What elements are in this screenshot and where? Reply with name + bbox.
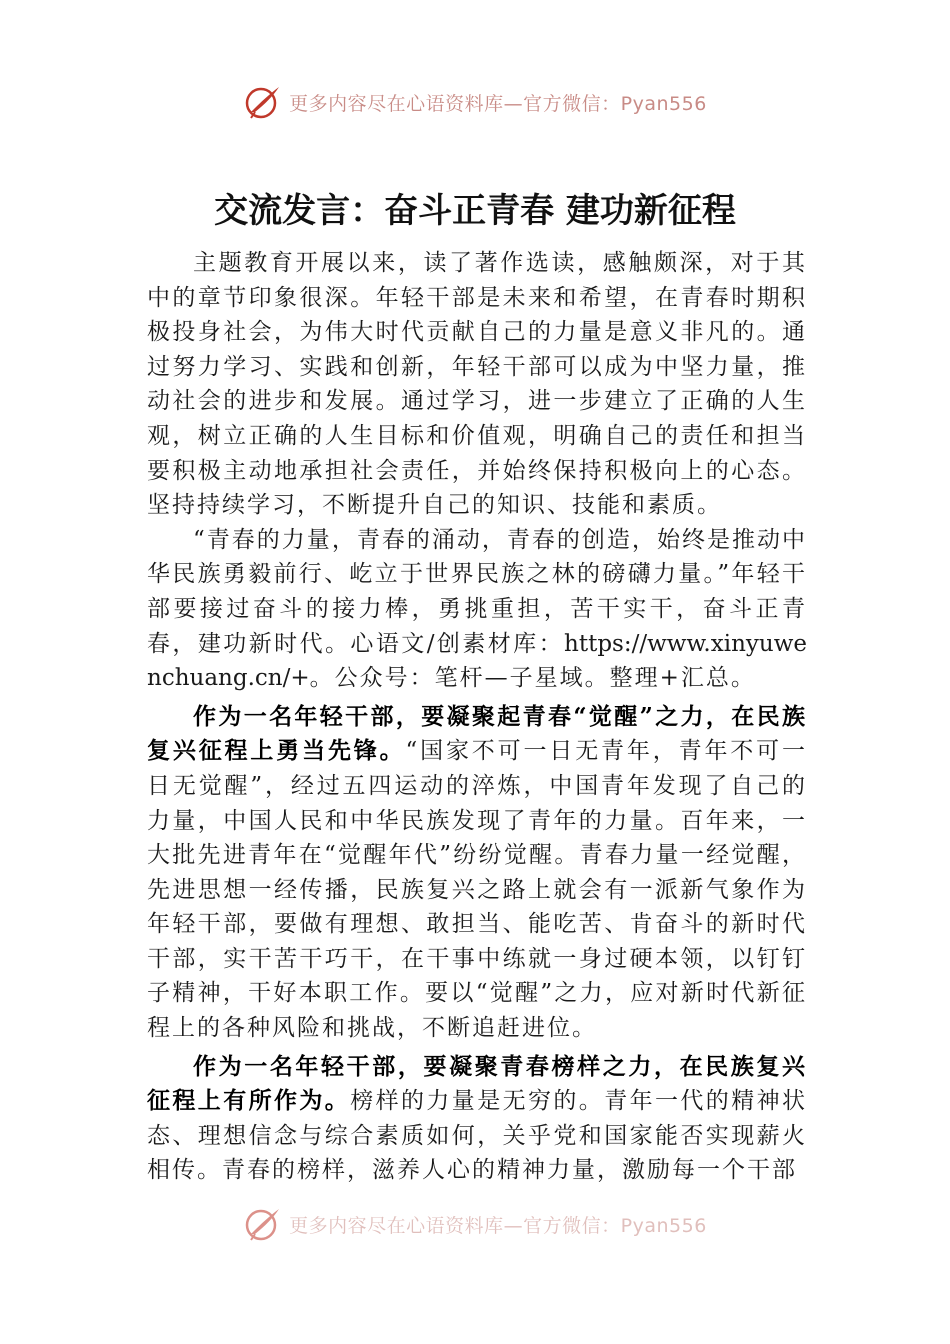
paragraph-1: 主题教育开展以来，读了著作选读，感触颇深，对于其中的章节印象很深。年轻干部是未来和希望，在青春时期积极投身社会，为伟大时代贡献自己的力量是意义非凡的。通过努力学习、实践和创新，年轻干部可以成为中坚力量，推动社会的进步和发展。通过学习，进一步建立了正确的人生观，树立正确的人生目标和价值观，明确自己的责任和担当要积极主动地承担社会责任，并始终保持积极向上的心态。坚持持续学习，不断提升自己的知识、技能和素质。 bbox=[147, 250, 807, 519]
paragraph-2-tail: 。公众号：笔杆—子星域。整理+汇总。 bbox=[309, 665, 756, 692]
paragraph-4-heading: 作为一名年轻干部，要凝聚青春榜样之力，在民族复兴征程上有所作为。 bbox=[147, 1052, 807, 1115]
paragraph-3 bbox=[147, 700, 807, 1046]
page-title: 交流发言：奋斗正青春 建功新征程 bbox=[214, 191, 736, 231]
paragraph-2-text: “青春的力量，青春的涌动，青春的创造，始终是推动中华民族勇毅前行、屹立于世界民族之林的磅礴力量。”年轻干部要接过奋斗的接力棒，勇挑重担，苦干实干，奋斗正青春，建功新时代。心语文/创素材库： bbox=[147, 526, 807, 657]
paragraph-3-text: “国家不可一日无青年，青年不可一日无觉醒”，经过五四运动的淬炼，中国青年发现了自己的力量，中国人民和中华民族发现了青年的力量。百年来，一大批先进青年在“觉醒年代”纷纷觉醒。青春力量一经觉醒，先进思想一经传播，民族复兴之路上就会有一派新气象作为年轻干部，要做有理想、敢担当、能吃苦、肯奋斗的新时代干部，实干苦干巧干，在干事中练就一身过硬本领，以钉钉子精神，干好本职工作。要以“觉醒”之力，应对新时代新征程上的各种风险和挑战，不断追赶进位。 bbox=[147, 738, 807, 1042]
paragraph-3-heading: 作为一名年轻干部，要凝聚起青春“觉醒”之力，在民族复兴征程上勇当先锋。 bbox=[147, 702, 807, 765]
watermark-banner-bottom bbox=[0, 1204, 950, 1244]
watermark-text: 更多内容尽在心语资料库—官方微信：Pyan556 bbox=[289, 92, 707, 115]
watermark-banner-top bbox=[0, 82, 950, 122]
watermark-text: 更多内容尽在心语资料库—官方微信：Pyan556 bbox=[289, 1214, 707, 1237]
paragraph-4-text: 榜样的力量是无穷的。青年一代的精神状态、理想信念与综合素质如何，关乎党和国家能否实现薪火相传。青春的榜样，滋养人心的精神力量，激励每一个干部 bbox=[147, 1088, 808, 1184]
article-body bbox=[147, 246, 807, 1188]
quill-logo-icon bbox=[243, 82, 283, 122]
paragraph-2 bbox=[147, 523, 807, 696]
source-url-link[interactable]: https://www.xinyuwenchuang.cn/+ bbox=[147, 630, 807, 692]
paragraph-4 bbox=[147, 1050, 807, 1188]
quill-logo-icon bbox=[243, 1204, 283, 1244]
